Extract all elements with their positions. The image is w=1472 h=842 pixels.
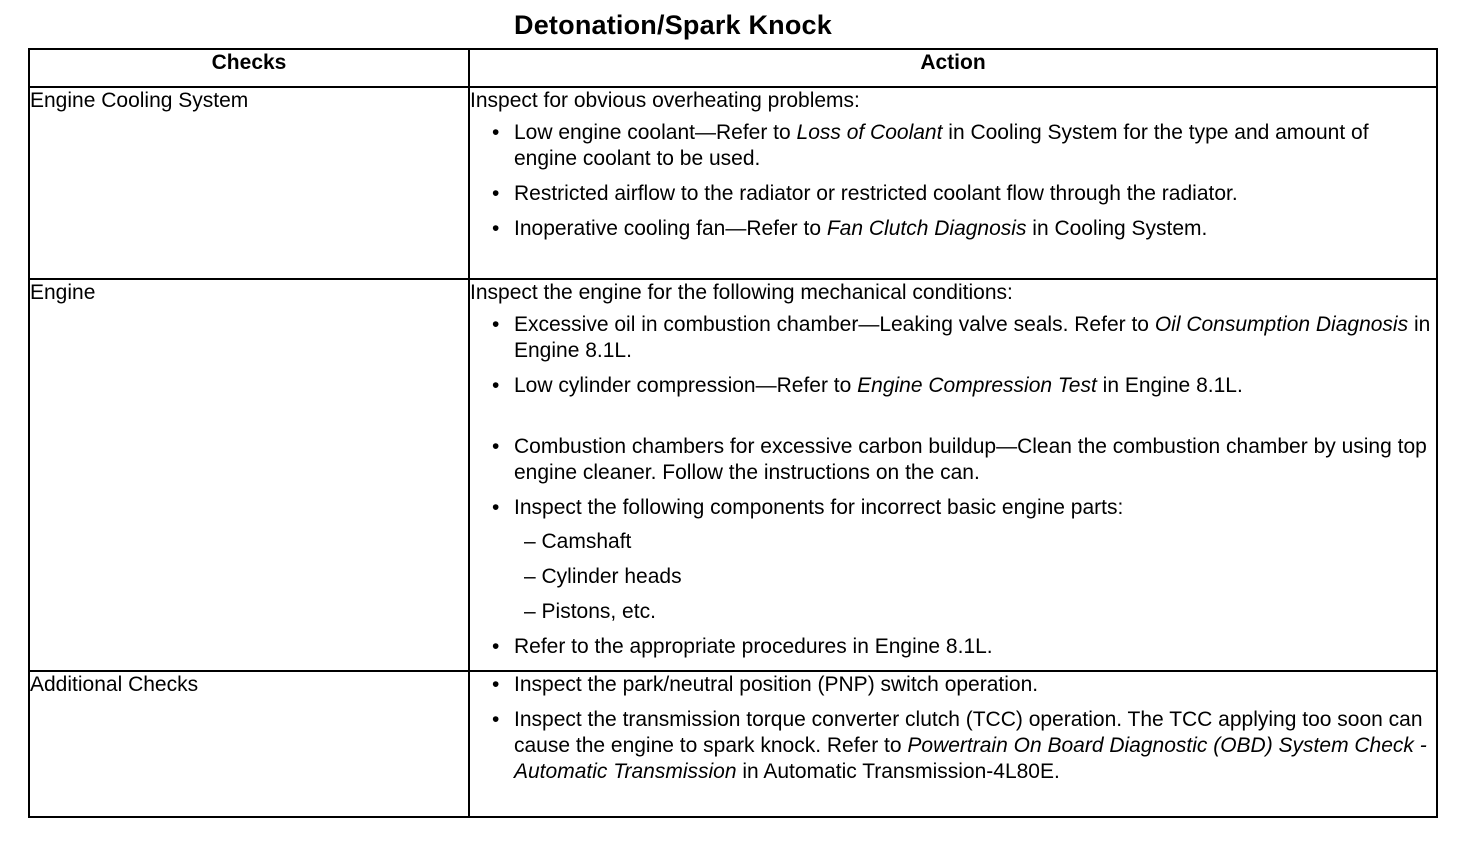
check-cell: Engine Cooling System	[29, 87, 469, 279]
action-item: • Inspect the following components for incorrect basic engine parts: – Camshaft – Cylinder heads – Pistons, etc.	[514, 495, 1436, 625]
component-item: – Camshaft	[524, 529, 1436, 555]
action-item: • Low cylinder compression—Refer to Engine Compression Test in Engine 8.1L.	[514, 373, 1436, 425]
action-list	[470, 672, 1436, 785]
action-cell	[469, 87, 1437, 279]
component-list	[524, 529, 1436, 625]
component-item: – Cylinder heads	[524, 564, 1436, 590]
action-list	[470, 312, 1436, 660]
action-item: • Combustion chambers for excessive carbon buildup—Clean the combustion chamber by using top engine cleaner. Follow the instructions on the can.	[514, 434, 1436, 486]
action-cell	[469, 279, 1437, 671]
action-item: • Inspect the transmission torque converter clutch (TCC) operation. The TCC applying too soon can cause the engine to spark knock. Refer to Powertrain On Board Diagnostic (OBD) System Check - Automatic Transmission in Automatic Transmission-4L80E.	[514, 707, 1436, 785]
component-item: – Pistons, etc.	[524, 599, 1436, 625]
table-row	[29, 279, 1437, 671]
table-header-row	[29, 49, 1437, 87]
table-row	[29, 671, 1437, 817]
action-column-header: Action	[469, 49, 1437, 87]
action-cell	[469, 671, 1437, 817]
page-title: Detonation/Spark Knock	[514, 10, 832, 40]
action-item: • Excessive oil in combustion chamber—Leaking valve seals. Refer to Oil Consumption Diagnosis in Engine 8.1L.	[514, 312, 1436, 364]
check-cell: Additional Checks	[29, 671, 469, 817]
action-item: • Low engine coolant—Refer to Loss of Coolant in Cooling System for the type and amount of engine coolant to be used.	[514, 120, 1436, 172]
action-list	[470, 120, 1436, 242]
action-item: • Inoperative cooling fan—Refer to Fan Clutch Diagnosis in Cooling System.	[514, 216, 1436, 242]
action-item: • Refer to the appropriate procedures in Engine 8.1L.	[514, 634, 1436, 660]
diagnostic-table	[28, 48, 1438, 818]
action-item: • Restricted airflow to the radiator or restricted coolant flow through the radiator.	[514, 181, 1436, 207]
checks-column-header: Checks	[29, 49, 469, 87]
table-row	[29, 87, 1437, 279]
action-item: • Inspect the park/neutral position (PNP) switch operation.	[514, 672, 1436, 698]
check-cell: Engine	[29, 279, 469, 671]
action-intro: Inspect the engine for the following mechanical conditions:	[470, 281, 1013, 304]
action-intro: Inspect for obvious overheating problems:	[470, 89, 860, 112]
